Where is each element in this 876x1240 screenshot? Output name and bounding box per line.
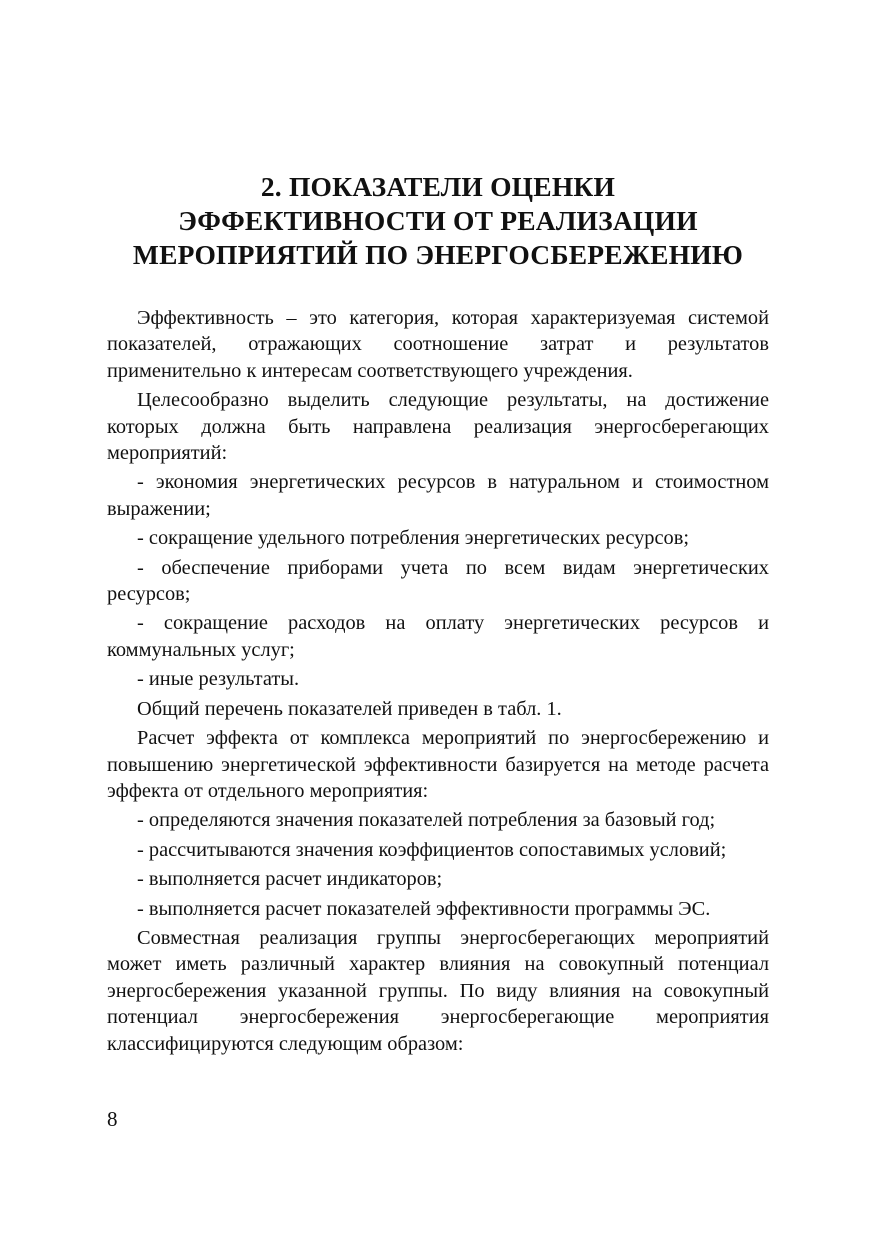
body-text <box>107 305 769 1057</box>
paragraph-joint-implementation: Совместная реализация группы энергосберегающих мероприятий может иметь различный характер влияния на совокупный потенциал энергосбережения указанной группы. По виду влияния на совокупный потенциал энергосбережения энергосберегающие мероприятия классифицируются следующим образом: <box>107 926 769 1055</box>
chapter-title-line-3: МЕРОПРИЯТИЙ ПО ЭНЕРГОСБЕРЕЖЕНИЮ <box>132 239 744 270</box>
paragraph-table-reference: Общий перечень показателей приведен в табл. 1. <box>137 697 562 720</box>
list-item-step: - определяются значения показателей потребления за базовый год; <box>137 809 716 832</box>
paragraph-efficiency-definition: Эффективность – это категория, которая характеризуемая системой показателей, отражающих соотношение затрат и результатов применительно к интересам соответствующего учреждения. <box>107 307 769 382</box>
list-item-step: - рассчитываются значения коэффициентов сопоставимых условий; <box>137 838 727 861</box>
paragraph-calculation-method: Расчет эффекта от комплекса мероприятий по энергосбережению и повышению энергетической эффективности базируется на методе расчета эффекта от отдельного мероприятия: <box>107 727 769 802</box>
page-content <box>107 170 769 1057</box>
list-item-result: - сокращение расходов на оплату энергетических ресурсов и коммунальных услуг; <box>107 612 769 661</box>
chapter-title-line-2: ЭФФЕКТИВНОСТИ ОТ РЕАЛИЗАЦИИ <box>178 205 698 236</box>
list-item-result: - сокращение удельного потребления энергетических ресурсов; <box>137 527 690 550</box>
chapter-title <box>107 170 769 272</box>
paragraph-results-intro: Целесообразно выделить следующие результаты, на достижение которых должна быть направлена реализация энергосберегающих мероприятий: <box>107 389 769 465</box>
chapter-title-line-1: 2. ПОКАЗАТЕЛИ ОЦЕНКИ <box>260 171 616 202</box>
list-item-result: - обеспечение приборами учета по всем видам энергетических ресурсов; <box>107 556 769 606</box>
list-item-step: - выполняется расчет показателей эффективности программы ЭС. <box>137 897 711 920</box>
page-number: 8 <box>107 1107 118 1131</box>
list-item-result: - иные результаты. <box>137 668 300 691</box>
list-item-step: - выполняется расчет индикаторов; <box>137 868 443 891</box>
list-item-result: - экономия энергетических ресурсов в натуральном и стоимостном выражении; <box>107 471 769 520</box>
